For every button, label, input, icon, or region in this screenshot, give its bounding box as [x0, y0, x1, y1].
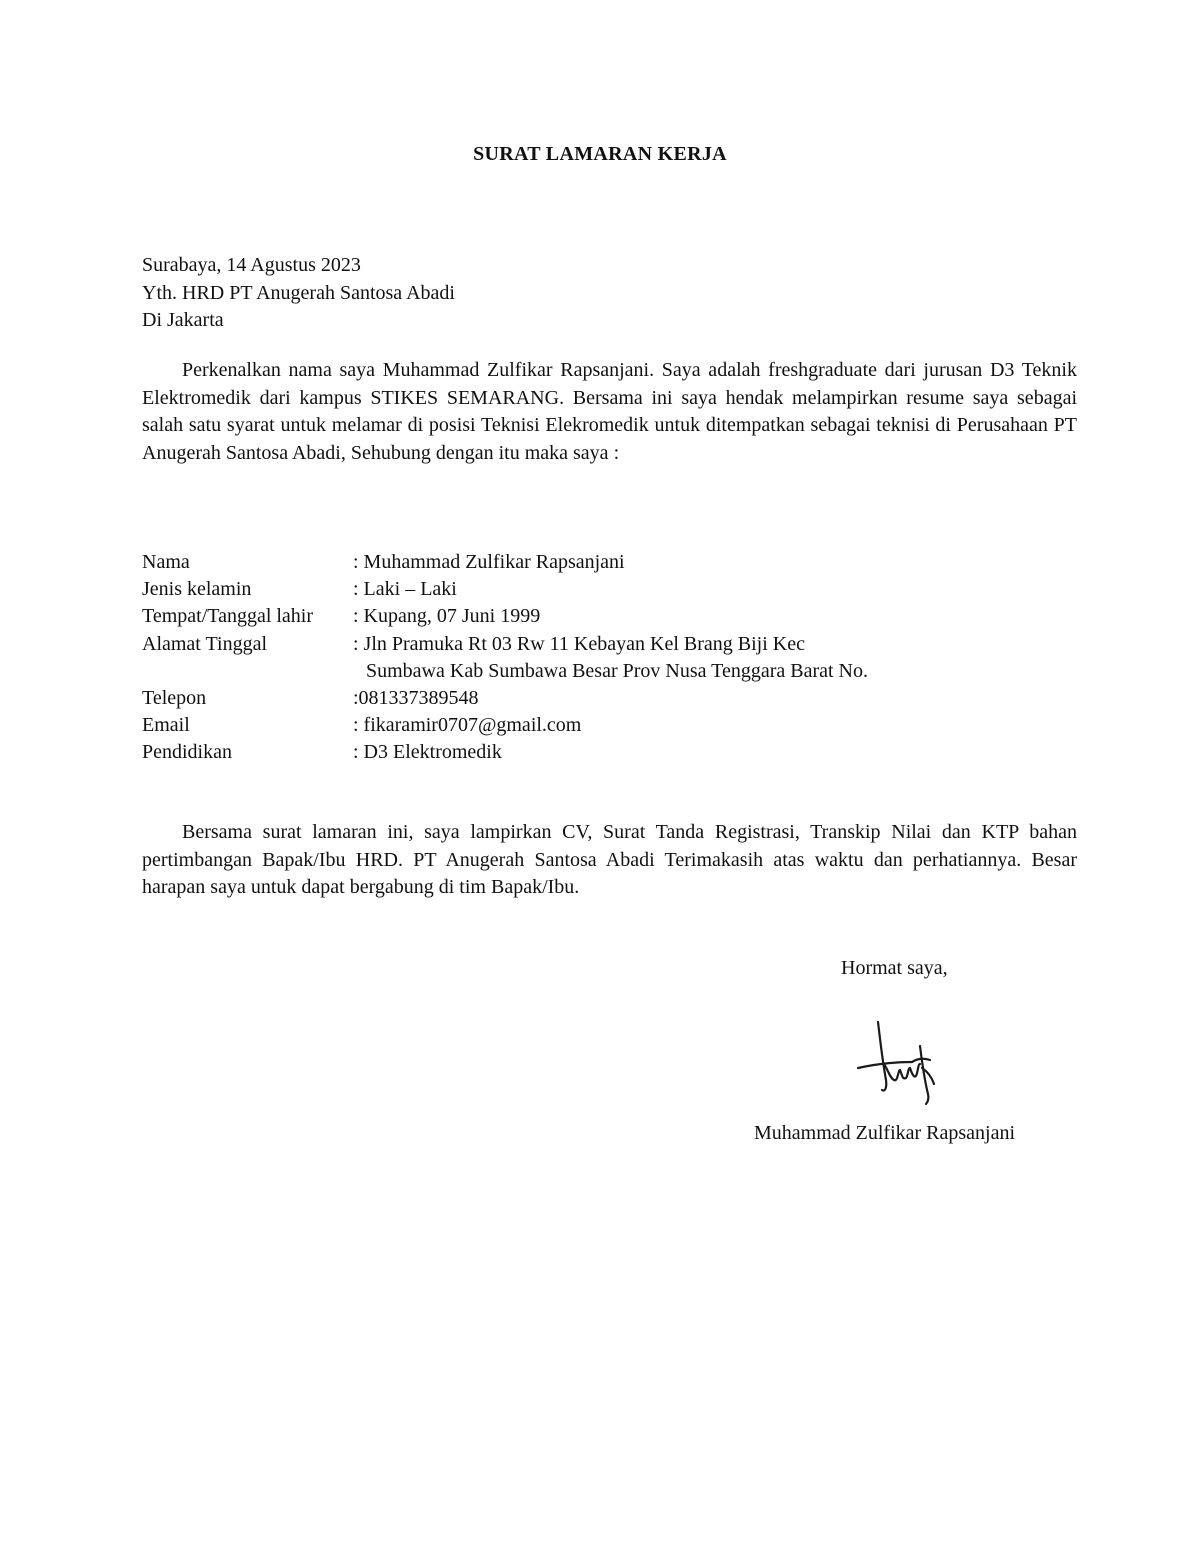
detail-row-jenis-kelamin: [142, 576, 868, 603]
detail-row-nama: [142, 549, 868, 576]
intro-paragraph: [142, 357, 1077, 467]
detail-row-tempat-tanggal-lahir: [142, 603, 868, 630]
place-date: Surabaya, 14 Agustus 2023: [142, 254, 361, 276]
closing-paragraph-text: Bersama surat lamaran ini, saya lampirkan CV, Surat Tanda Registrasi, Transkip Nilai dan KTP bahan pertimbangan Bapak/Ibu HRD. PT Anugerah Santosa Abadi Terimakasih atas waktu dan perhatiannya. Besar harapan saya untuk dapat bergabung di tim Bapak/Ibu.: [142, 821, 1077, 898]
detail-row-pendidikan: [142, 739, 868, 766]
intro-paragraph-text: Perkenalkan nama saya Muhammad Zulfikar Rapsanjani. Saya adalah freshgraduate dari jurusan D3 Teknik Elektromedik dari kampus STIKES SEMARANG. Bersama ini saya hendak melampirkan resume saya sebagai salah satu syarat untuk melamar di posisi Teknisi Elekromedik untuk ditempatkan sebagai teknisi di Perusahaan PT Anugerah Santosa Abadi, Sehubung dengan itu maka saya :: [142, 359, 1077, 464]
detail-value: : Laki – Laki: [353, 578, 457, 601]
detail-label: Alamat Tinggal: [142, 632, 268, 655]
detail-label: Tempat/Tanggal lahir: [142, 605, 314, 628]
detail-row-email: [142, 712, 868, 739]
detail-value-continuation: Sumbawa Kab Sumbawa Besar Prov Nusa Tenggara Barat No.: [366, 659, 869, 682]
detail-label: Telepon: [142, 687, 207, 710]
closing-greeting: Hormat saya,: [841, 957, 948, 979]
letter-header: [142, 252, 455, 335]
letter-title: SURAT LAMARAN KERJA: [473, 143, 727, 165]
signer-name: Muhammad Zulfikar Rapsanjani: [754, 1122, 1016, 1144]
recipient-location: Di Jakarta: [142, 309, 224, 331]
detail-label: Pendidikan: [142, 741, 232, 764]
detail-value: : fikaramir0707@gmail.com: [353, 714, 582, 737]
recipient: Yth. HRD PT Anugerah Santosa Abadi: [142, 281, 455, 304]
detail-value: : D3 Elektromedik: [353, 741, 502, 764]
detail-label: Email: [142, 714, 190, 737]
detail-row-alamat: [142, 631, 868, 658]
detail-row-telepon: [142, 685, 868, 712]
applicant-details: [142, 549, 868, 767]
detail-label: Jenis kelamin: [142, 578, 252, 601]
detail-value: : Muhammad Zulfikar Rapsanjani: [353, 551, 625, 573]
detail-label: Nama: [142, 551, 190, 573]
detail-value: :081337389548: [353, 687, 479, 710]
closing-paragraph: [142, 819, 1077, 902]
detail-value: : Kupang, 07 Juni 1999: [353, 605, 541, 628]
signature-icon: [852, 1018, 942, 1106]
detail-value: : Jln Pramuka Rt 03 Rw 11 Kebayan Kel Brang Biji Kec: [353, 632, 805, 655]
